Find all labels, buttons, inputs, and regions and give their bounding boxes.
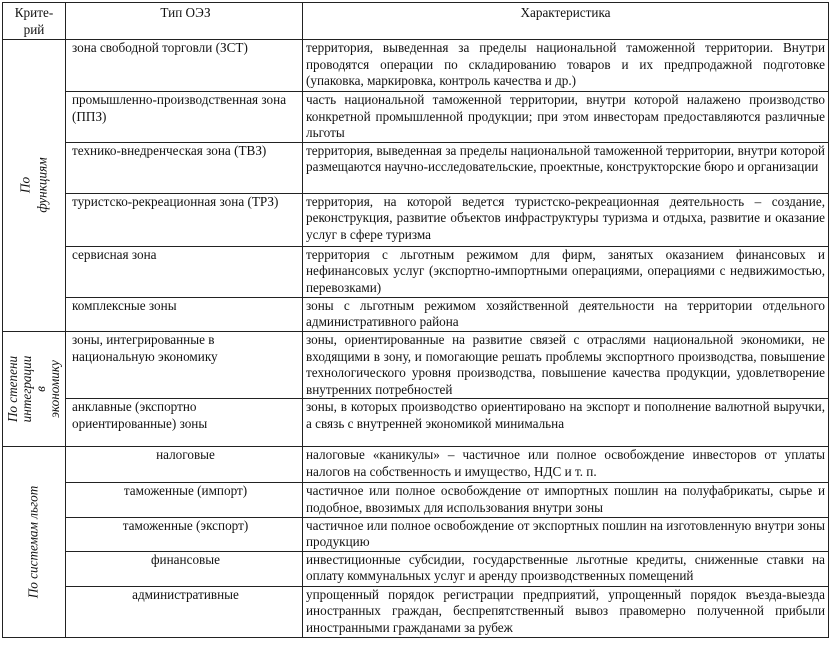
type-cell: технико-внедренческая зона (ТВЗ) bbox=[66, 142, 303, 193]
table-row bbox=[3, 399, 829, 447]
group-cell-integration bbox=[3, 331, 66, 446]
type-cell: анклавные (экспортно ориентированные) зоны bbox=[66, 399, 303, 447]
header-type: Тип ОЭЗ bbox=[66, 3, 303, 40]
type-cell: таможенные (импорт) bbox=[66, 483, 303, 517]
table-row bbox=[3, 40, 829, 92]
header-criteria-label: Крите- рий bbox=[14, 5, 54, 37]
description-cell: зоны, в которых производство ориентировано на экспорт и пополнение валютной выручки, а связь с внутренней экономикой минимальна bbox=[303, 399, 829, 447]
description-cell: инвестиционные субсидии, государственные льготные кредиты, сниженные ставки на оплату коммунальных услуг и аренду производственных помещений bbox=[303, 551, 829, 586]
type-cell: таможенные (экспорт) bbox=[66, 517, 303, 551]
description-cell: частичное или полное освобождение от импортных пошлин на полуфабрикаты, сырье и подобное, ввозимых для использования внутри зоны bbox=[303, 483, 829, 517]
table-row bbox=[3, 586, 829, 637]
table-row bbox=[3, 551, 829, 586]
table-row bbox=[3, 517, 829, 551]
table-row bbox=[3, 331, 829, 398]
type-cell: финансовые bbox=[66, 551, 303, 586]
header-criteria bbox=[3, 3, 66, 40]
description-cell: упрощенный порядок регистрации предприятий, упрощенный порядок въезда-выезда иностранных граждан, беспрепятственный вывоз правомерно полученной прибыли иностранными гражданами за рубеж bbox=[303, 586, 829, 637]
description-cell: зоны с льготным режимом хозяйственной деятельности на территории отдельного административного района bbox=[303, 297, 829, 331]
table-row bbox=[3, 193, 829, 246]
group-cell-functions bbox=[3, 40, 66, 332]
type-cell: комплексные зоны bbox=[66, 297, 303, 331]
type-cell: сервисная зона bbox=[66, 246, 303, 297]
table-row bbox=[3, 246, 829, 297]
group-cell-benefits bbox=[3, 447, 66, 637]
header-description: Характеристика bbox=[303, 3, 829, 40]
group-label: По функциям bbox=[17, 157, 49, 214]
type-cell: зона свободной торговли (ЗСТ) bbox=[66, 40, 303, 92]
type-cell: промышленно-производственная зона (ППЗ) bbox=[66, 92, 303, 143]
table-header-row bbox=[3, 3, 829, 40]
type-cell: налоговые bbox=[66, 447, 303, 483]
description-cell: территория, выведенная за пределы национальной таможенной территории, внутри которой размещаются научно-исследовательские, проектные, конструкторские бюро и организации bbox=[303, 142, 829, 193]
description-cell: зоны, ориентированные на развитие связей с отраслями национальной экономики, не входящими в зону, и помогающие решать проблемы экспортного производства, повышение технологического уровня производства, повышение качества продукции, удовлетворение внутренних потребностей bbox=[303, 331, 829, 398]
table-row bbox=[3, 447, 829, 483]
description-cell: территория, выведенная за пределы национальной таможенной территории. Внутри проводятся операции по складированию товаров и их предпродажной подготовке (упаковка, маркировка, контроль качества и др.) bbox=[303, 40, 829, 92]
type-cell: зоны, интегрированные в национальную экономику bbox=[66, 331, 303, 398]
description-cell: налоговые «каникулы» – частичное или полное освобождение инвесторов от уплаты налогов на собственность и имущество, НДС и т. п. bbox=[303, 447, 829, 483]
table-row bbox=[3, 483, 829, 517]
oez-classification-table bbox=[2, 2, 829, 638]
description-cell: частичное или полное освобождение от экспортных пошлин на изготовленную внутри зоны продукцию bbox=[303, 517, 829, 551]
group-label: По степени интеграции в экономику bbox=[5, 355, 62, 423]
table-row bbox=[3, 297, 829, 331]
description-cell: территория, на которой ведется туристско-рекреационная деятельность – создание, реконструкция, развитие объектов инфраструктуры туризма и отдыха, развитие и оказание услуг в сфере туризма bbox=[303, 193, 829, 246]
type-cell: административные bbox=[66, 586, 303, 637]
table-row bbox=[3, 92, 829, 143]
table-row bbox=[3, 142, 829, 193]
type-cell: туристско-рекреационная зона (ТРЗ) bbox=[66, 193, 303, 246]
description-cell: часть национальной таможенной территории, внутри которой налажено производство конкретной промышленной продукции; при этом инвесторам предоставляются различные льготы bbox=[303, 92, 829, 143]
group-label: По системам льгот bbox=[25, 485, 41, 599]
description-cell: территория с льготным режимом для фирм, занятых оказанием финансовых и нефинансовых услуг (экспортно-импортными операциями, операциями с недвижимостью, перевозками) bbox=[303, 246, 829, 297]
